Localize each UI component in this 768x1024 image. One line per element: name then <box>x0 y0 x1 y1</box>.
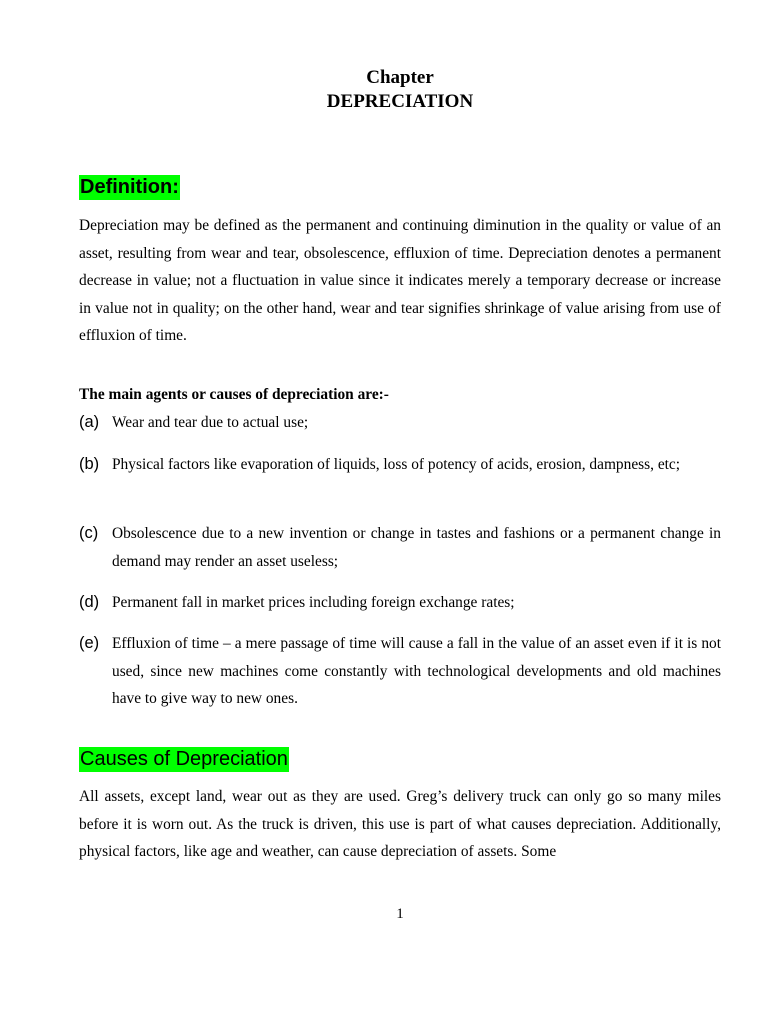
list-item-marker: (e) <box>79 634 100 652</box>
list-item-marker: (b) <box>79 455 100 473</box>
list-item-text: Obsolescence due to a new invention or change in tastes and fashions or a permanent change in demand may render an asset useless; <box>112 525 721 570</box>
list-item-marker: (c) <box>79 524 99 542</box>
page-number: 1 <box>396 906 404 922</box>
chapter-label: Chapter <box>366 67 434 88</box>
list-item-marker: (a) <box>79 413 100 431</box>
list-item-text: Physical factors like evaporation of liquids, loss of potency of acids, erosion, dampness, etc; <box>112 456 681 473</box>
definition-paragraph: Depreciation may be defined as the permanent and continuing diminution in the quality or value of an asset, resulting from wear and tear, obsolescence, effluxion of time. Depreciation denotes a permanent decrease in value; not a fluctuation in value since it indicates merely a temporary decrease or increase in value not in quality; on the other hand, wear and tear signifies shrinkage of value arising from use of effluxion of time. <box>79 217 721 345</box>
list-item-marker: (d) <box>79 593 100 611</box>
definition-heading: Definition: <box>80 176 179 198</box>
list-item-text: Permanent fall in market prices including foreign exchange rates; <box>112 594 515 611</box>
list-item-text: Wear and tear due to actual use; <box>112 414 309 431</box>
list-item-text: Effluxion of time – a mere passage of time will cause a fall in the value of an asset even if it is not used, since new machines come constantly with technological developments and old machines have to give way to new ones. <box>112 635 721 708</box>
agents-heading: The main agents or causes of depreciation are:- <box>79 386 389 403</box>
causes-paragraph: All assets, except land, wear out as they are used. Greg’s delivery truck can only go so many miles before it is worn out. As the truck is driven, this use is part of what causes depreciation. Additionally, physical factors, like age and weather, can cause depreciation of assets. Some <box>79 788 721 861</box>
chapter-title: DEPRECIATION <box>326 91 474 112</box>
causes-heading: Causes of Depreciation <box>80 748 288 770</box>
